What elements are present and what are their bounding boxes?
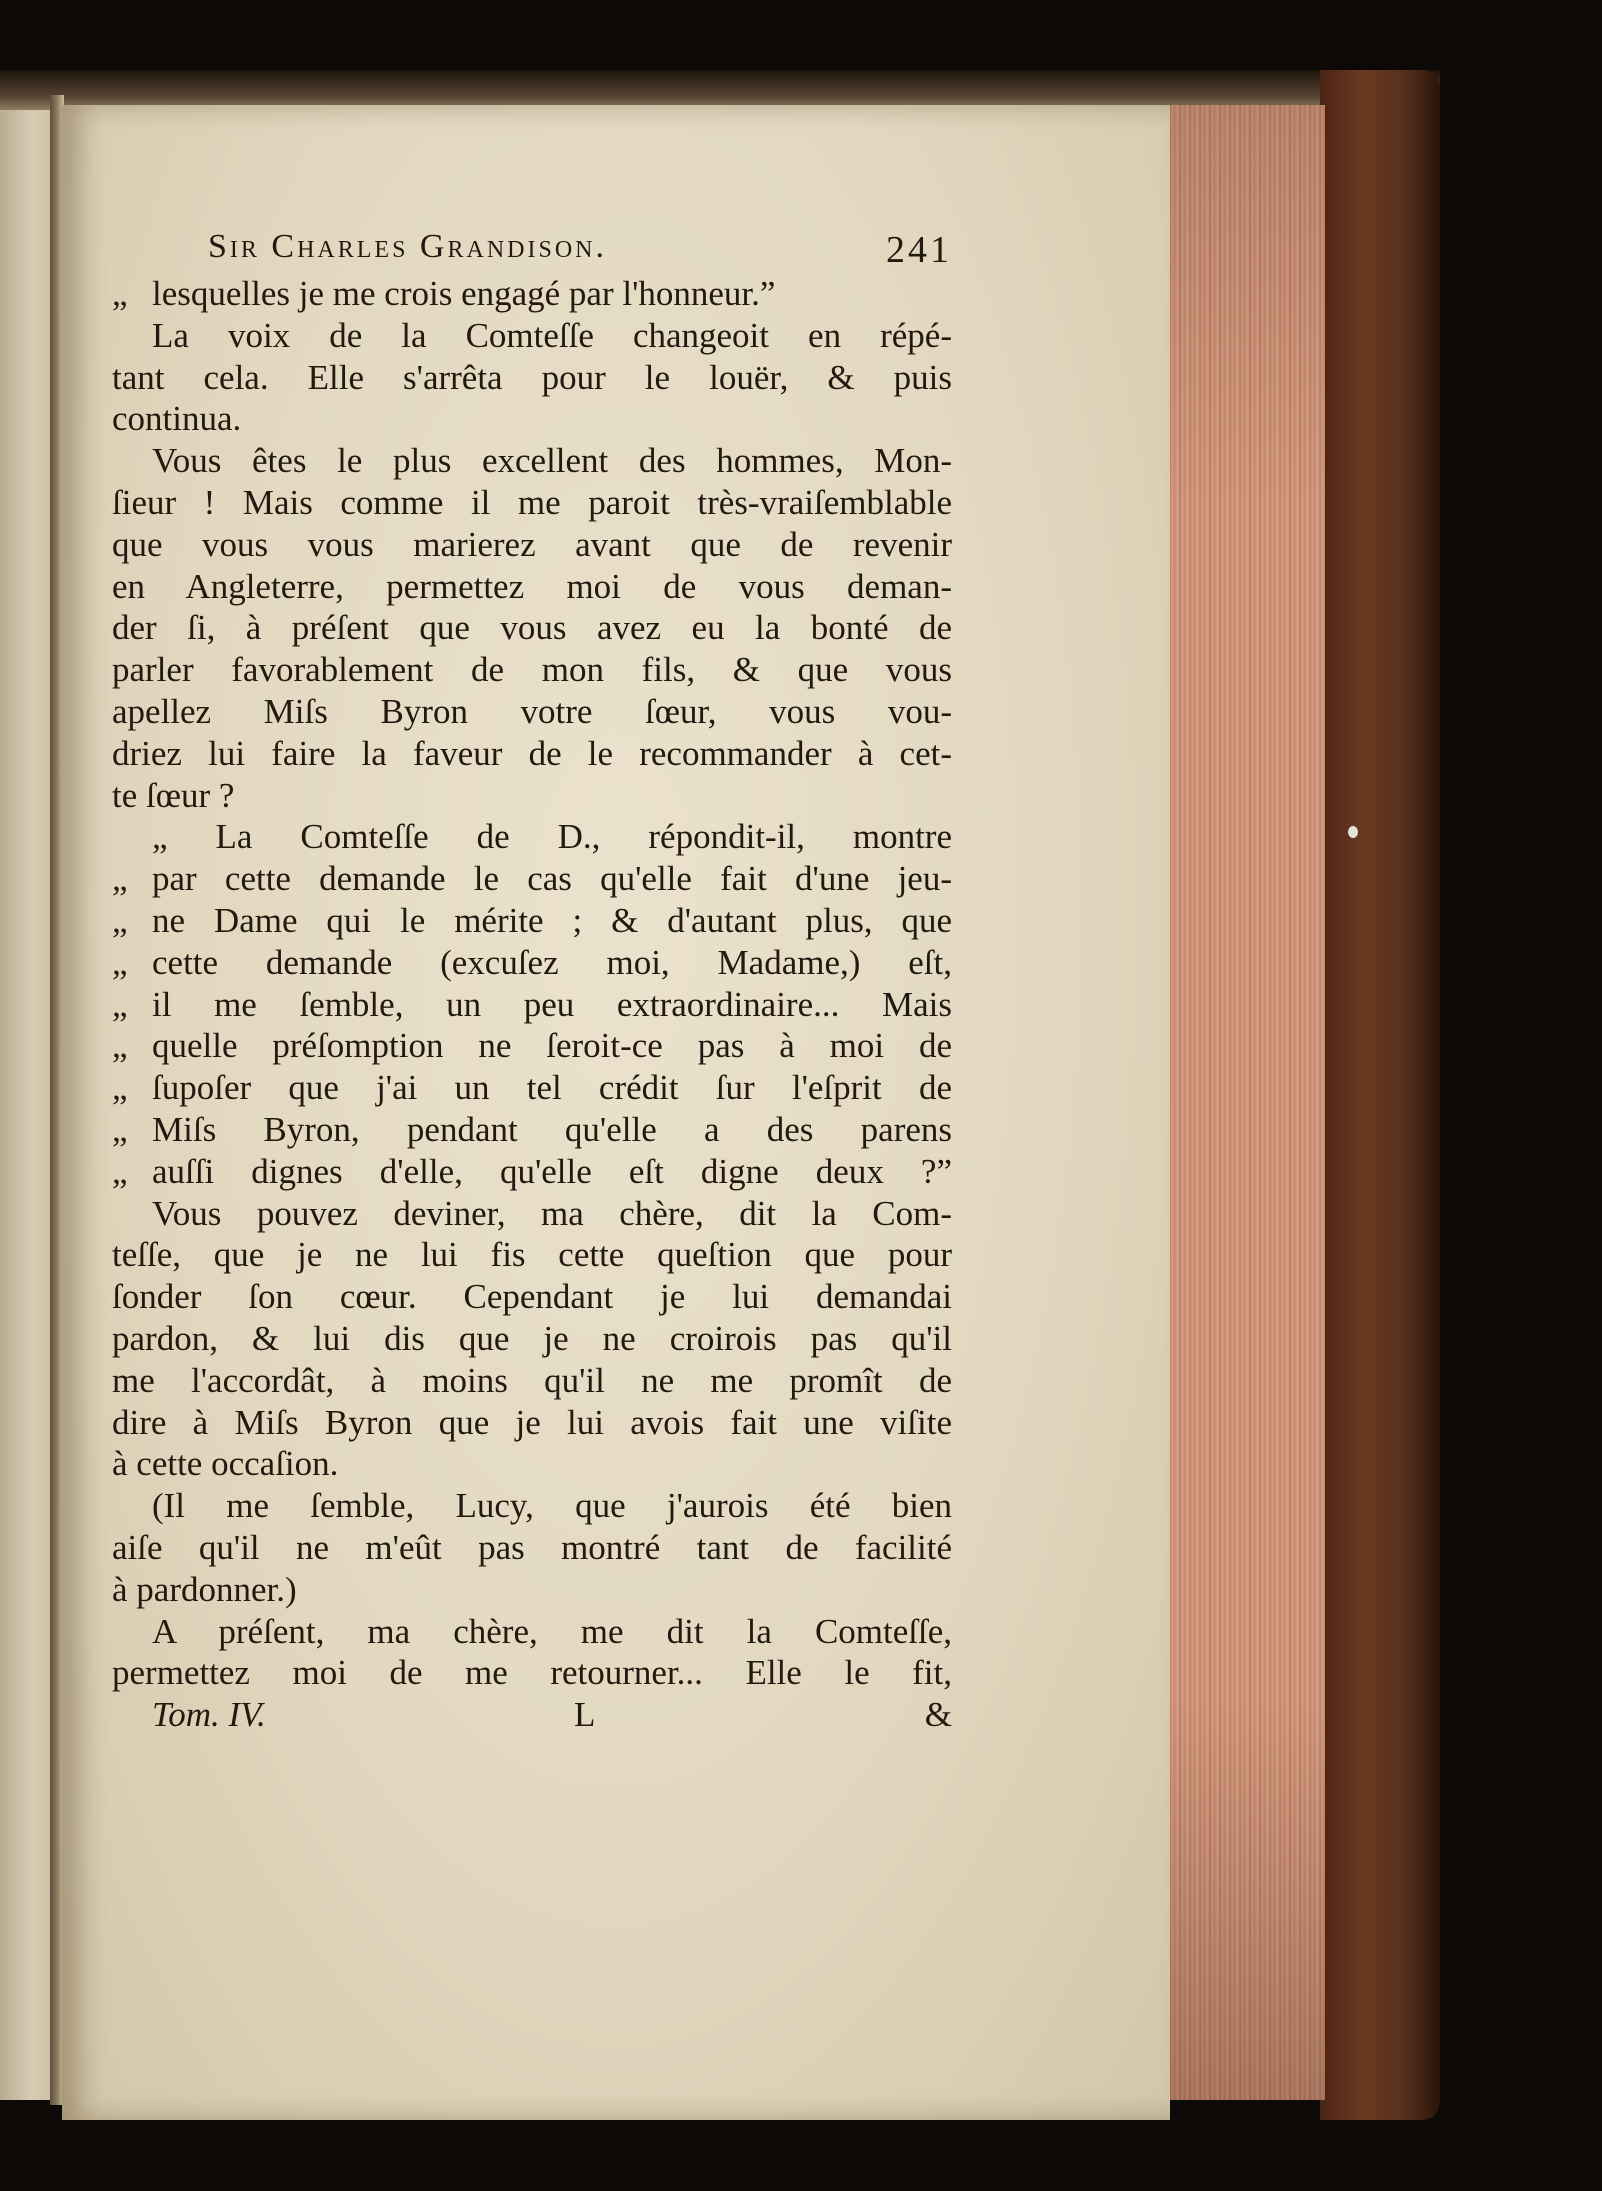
text-line	[112, 1359, 952, 1403]
signature-mark: L	[574, 1695, 596, 1735]
line-text: Vous pouvez deviner, ma chère, dit la Com-	[152, 1193, 952, 1233]
page-footer	[112, 1693, 952, 1737]
text-line	[112, 774, 952, 818]
line-text: teſſe, que je ne lui fis cette queſtion que pour	[112, 1235, 952, 1275]
text-line	[112, 983, 952, 1027]
leather-cover	[1320, 70, 1440, 2120]
quote-mark: „	[112, 942, 128, 982]
text-line	[112, 815, 952, 859]
line-text: quelle préſomption ne ſeroit-ce pas à moi de	[152, 1026, 952, 1066]
text-line	[112, 397, 952, 441]
running-head-title: Sir Charles Grandison.	[208, 228, 607, 265]
text-line	[112, 1651, 952, 1695]
line-text: parler favorablement de mon fils, & que vous	[112, 650, 952, 690]
line-text: il me ſemble, un peu extraordinaire... Mais	[152, 984, 952, 1024]
line-text: ne Dame qui le mérite ; & d'autant plus, que	[152, 901, 952, 940]
line-text: à pardonner.)	[112, 1569, 297, 1609]
line-text: ſieur ! Mais comme il me paroit très-vraiſemblable	[112, 483, 952, 522]
line-text: en Angleterre, permettez moi de vous deman-	[112, 566, 952, 606]
text-line	[112, 1150, 952, 1194]
line-text: par cette demande le cas qu'elle fait d'une jeu-	[152, 859, 952, 899]
book-top-edge	[0, 70, 1440, 110]
text-line	[112, 272, 952, 316]
quote-mark: „	[112, 901, 128, 940]
line-text: La voix de la Comteſſe changeoit en répé-	[152, 315, 952, 355]
quote-mark: „	[112, 1068, 128, 1108]
line-text: apellez Miſs Byron votre ſœur, vous vou-	[112, 692, 952, 731]
line-text: cette demande (excuſez moi, Madame,) eſt,	[152, 942, 952, 982]
text-line	[112, 1401, 952, 1445]
line-text: A préſent, ma chère, me dit la Comteſſe,	[152, 1611, 952, 1651]
line-text: lesquelles je me crois engagé par l'honneur.”	[152, 274, 776, 313]
text-line	[112, 1526, 952, 1570]
text-line	[112, 941, 952, 985]
text-line	[112, 523, 952, 567]
text-line	[112, 899, 952, 943]
previous-page-edge	[0, 110, 52, 2100]
line-text: à cette occaſion.	[112, 1444, 339, 1484]
page-fore-edge-shade	[1165, 105, 1325, 2100]
quote-mark: „	[112, 984, 128, 1024]
text-line	[112, 314, 952, 358]
quote-mark: „	[112, 1110, 128, 1149]
text-line	[112, 1568, 952, 1612]
text-line	[112, 1233, 952, 1277]
line-text: me l'accordât, à moins qu'il ne me promît de	[112, 1360, 952, 1400]
line-text: Miſs Byron, pendant qu'elle a des parens	[152, 1110, 952, 1149]
signature-tome: Tom. IV.	[152, 1695, 266, 1735]
line-text: permettez moi de me retourner... Elle le fit,	[112, 1653, 952, 1693]
line-text: dire à Miſs Byron que je lui avois fait une viſite	[112, 1402, 952, 1442]
text-line	[112, 648, 952, 692]
line-text: ſonder ſon cœur. Cependant je lui demandai	[112, 1277, 952, 1317]
text-line	[112, 1610, 952, 1654]
text-line	[112, 1317, 952, 1361]
line-text: pardon, & lui dis que je ne croirois pas qu'il	[112, 1319, 952, 1358]
page-number: 241	[886, 229, 952, 271]
text-line	[112, 481, 952, 525]
text-line	[112, 1108, 952, 1152]
text-line	[112, 1484, 952, 1528]
text-line	[112, 439, 952, 483]
text-line	[112, 732, 952, 776]
running-head	[112, 228, 952, 278]
quote-mark: „	[112, 1151, 128, 1191]
line-text: ſupoſer que j'ai un tel crédit ſur l'eſprit de	[152, 1068, 952, 1108]
text-line	[112, 690, 952, 734]
quote-mark: „	[112, 1026, 128, 1066]
text-line	[112, 565, 952, 609]
quote-mark: „	[112, 859, 128, 899]
line-text: driez lui faire la faveur de le recommander à cet-	[112, 733, 952, 773]
text-line	[112, 1442, 952, 1486]
text-line	[112, 1192, 952, 1236]
cover-speck	[1348, 826, 1358, 838]
line-text: (Il me ſemble, Lucy, que j'aurois été bien	[152, 1486, 952, 1526]
text-line	[112, 857, 952, 901]
line-text: tant cela. Elle s'arrêta pour le louër, & puis	[112, 357, 952, 397]
text-line	[112, 1024, 952, 1068]
text-line	[112, 1066, 952, 1110]
line-text: continua.	[112, 399, 242, 439]
text-line	[112, 1275, 952, 1319]
text-line	[112, 606, 952, 650]
quote-mark: „	[112, 274, 128, 313]
line-text: aiſe qu'il ne m'eût pas montré tant de facilité	[112, 1528, 952, 1567]
line-text: Vous êtes le plus excellent des hommes, Mon-	[152, 441, 952, 481]
line-text: der ſi, à préſent que vous avez eu la bonté de	[112, 608, 952, 648]
catchword: &	[924, 1695, 952, 1735]
line-text: te ſœur ?	[112, 775, 235, 815]
line-text: „ La Comteſſe de D., répondit-il, montre	[152, 817, 952, 857]
line-text: auſſi dignes d'elle, qu'elle eſt digne deux ?”	[152, 1151, 952, 1191]
text-line	[112, 356, 952, 400]
line-text: que vous vous marierez avant que de revenir	[112, 524, 952, 564]
